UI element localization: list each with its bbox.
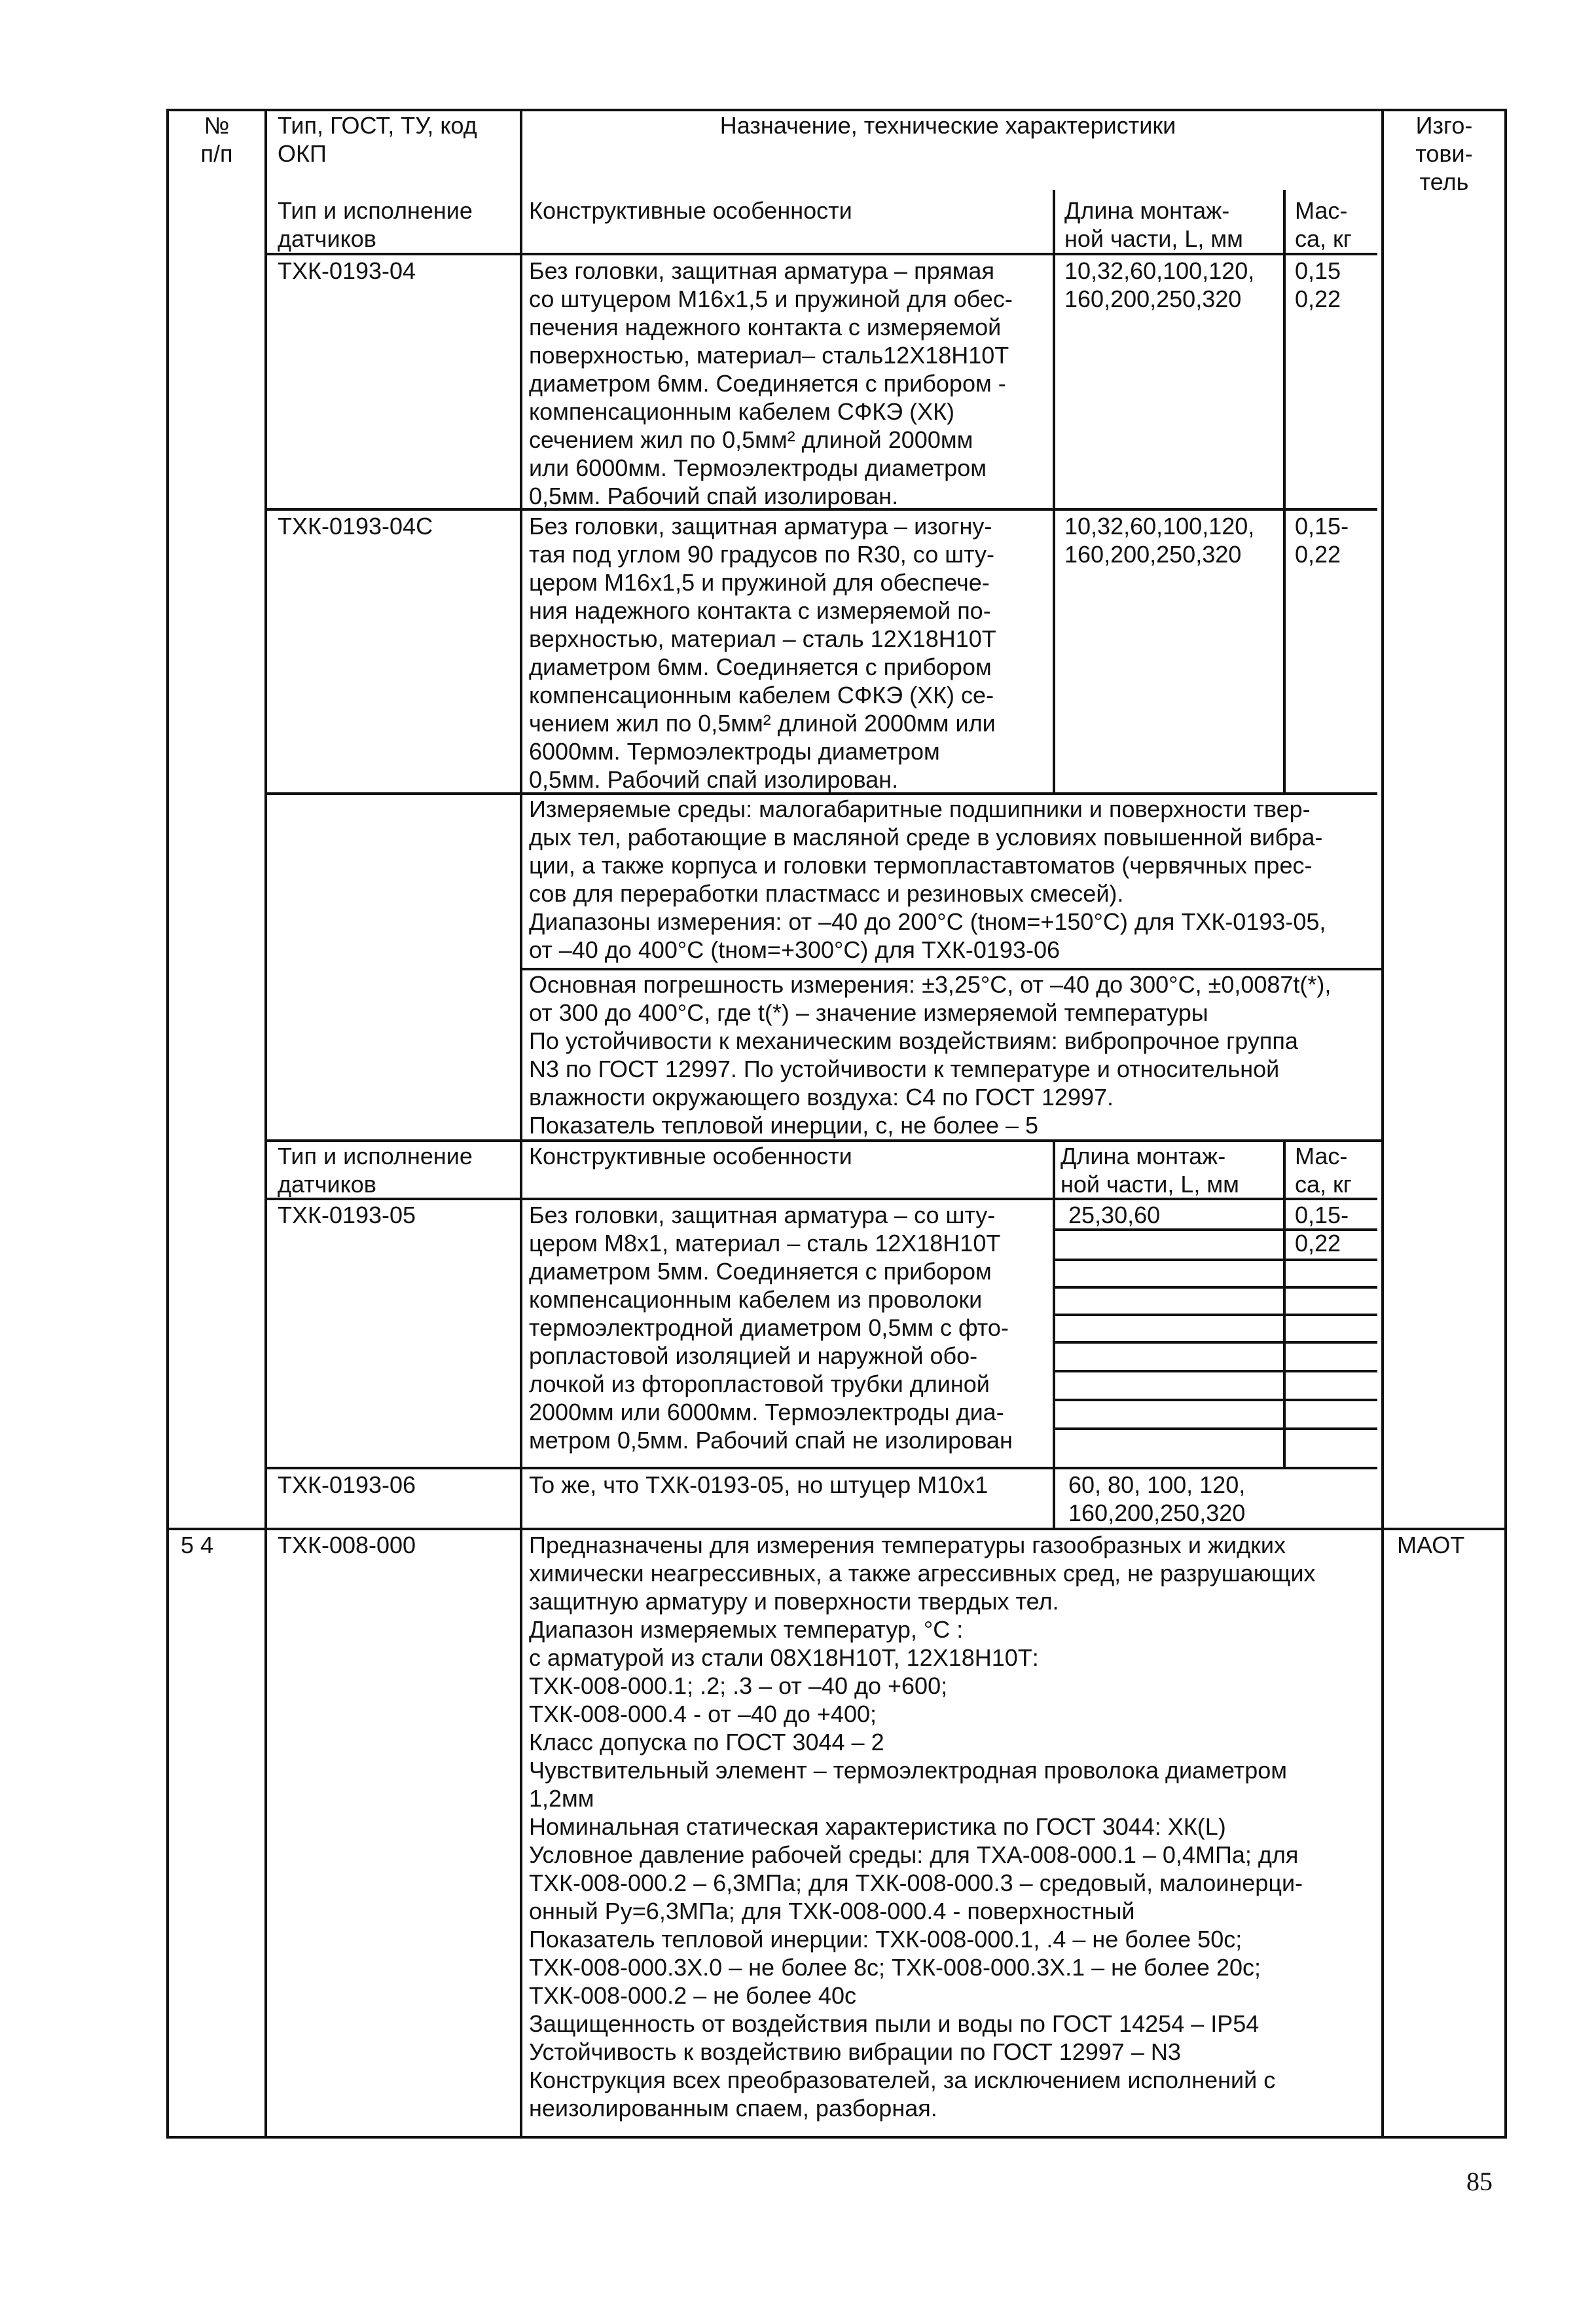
table-rule [1504, 109, 1507, 2139]
table-rule [264, 253, 1377, 255]
row-length: 10,32,60,100,120, 160,200,250,320 [1064, 257, 1255, 312]
row-length: 25,30,60 [1068, 1202, 1161, 1228]
header-number: № п/п [200, 112, 233, 167]
table-rule [166, 2136, 1504, 2139]
row-length: 60, 80, 100, 120, 160,200,250,320 [1068, 1471, 1246, 1526]
item-maker: МАОТ [1397, 1532, 1465, 1558]
table-rule [1053, 1139, 1055, 1528]
table-rule [1381, 109, 1384, 2139]
table-rule [1053, 1341, 1377, 1344]
table-rule [1053, 1286, 1377, 1289]
table-rule [166, 109, 169, 2139]
table-rule [1053, 1399, 1377, 1401]
subheader-design: Конструктивные особенности [529, 1143, 852, 1169]
page-number: 85 [1466, 2167, 1493, 2196]
measured-media-text: Измеряемые среды: малогабаритные подшипники и поверхности твер- дых тел, работающие в масляной среде в условиях повышенной вибра- ции, а также корпуса и головки термопластавтоматов (червячных прес- сов для переработки пластмасс и резиновых смесей). Диапазоны измерения: от –40 до 200°С (tном=+150°С) для ТХК-0193-05, от –40 до 400°С (tном=+300°С) для ТХК-0193-06 [529, 796, 1326, 963]
row-design: То же, что ТХК-0193-05, но штуцер М10х1 [529, 1471, 988, 1498]
subheader-length: Длина монтаж- ной части, L, мм [1064, 197, 1243, 252]
table-rule [520, 109, 522, 2139]
table-rule [264, 109, 267, 2139]
subheader-length: Длина монтаж- ной части, L, мм [1061, 1143, 1239, 1198]
subheader-sensor-type: Тип и исполнение датчиков [278, 197, 473, 252]
subheader-sensor-type: Тип и исполнение датчиков [278, 1143, 473, 1198]
subheader-mass: Мас- са, кг [1295, 1143, 1352, 1198]
row-type: ТХК-0193-05 [278, 1202, 416, 1228]
subheader-design: Конструктивные особенности [529, 197, 852, 224]
row-length: 10,32,60,100,120, 160,200,250,320 [1064, 513, 1255, 568]
table-rule [1053, 1427, 1377, 1430]
header-purpose: Назначение, технические характеристики [719, 112, 1176, 139]
row-type: ТХК-0193-04 [278, 257, 416, 284]
header-type-gost: Тип, ГОСТ, ТУ, код ОКП [278, 112, 477, 167]
row-type: ТХК-0193-04С [278, 513, 433, 540]
row-mass: 0,15 0,22 [1295, 257, 1341, 312]
item-type: ТХК-008-000 [278, 1532, 416, 1558]
accuracy-text: Основная погрешность измерения: ±3,25°С, от –40 до 300°С, ±0,0087t(*), от 300 до 400°С, где t(*) – значение измеряемой температуры По устойчивости к механическим воздействиям: вибропрочное группа N3 по ГОСТ 12997. По устойчивости к температуре и относительной влажности окружающего воздуха: С4 по ГОСТ 12997. Показатель тепловой инерции, с, не более – 5 [529, 971, 1332, 1139]
table-rule [1283, 190, 1286, 792]
table-rule [1053, 1314, 1377, 1316]
table-rule [1283, 1139, 1286, 1467]
table-rule [1053, 190, 1055, 792]
row-design: Без головки, защитная арматура – прямая со штуцером М16х1,5 и пружиной для обес- печения надежного контакта с измеряемой поверхностью, материал– сталь12Х18Н10Т диаметром 6мм. Соединяется с прибором - компенсационным кабелем СФКЭ (ХК) сечением жил по 0,5мм² длиной 2000мм или 6000мм. Термоэлектроды диаметром 0,5мм. Рабочий спай изолирован. [529, 257, 1013, 509]
row-design: Без головки, защитная арматура – изогну- тая под углом 90 градусов по R30, со шту- цером М16х1,5 и пружиной для обеспече- ния надежного контакта с измеряемой по- верхностью, материал – сталь 12Х18Н10Т диаметром 6мм. Соединяется с прибором компенсационным кабелем СФКЭ (ХК) се- чением жил по 0,5мм² длиной 2000мм или 6000мм. Термоэлектроды диаметром 0,5мм. Рабочий спай изолирован. [529, 513, 996, 793]
table-rule [166, 1528, 1504, 1530]
row-type: ТХК-0193-06 [278, 1471, 416, 1498]
header-maker: Изго- тови- тель [1415, 112, 1473, 195]
table-rule [264, 1467, 1377, 1469]
item-number: 5 4 [181, 1532, 214, 1558]
row-design: Без головки, защитная арматура – со шту- цером М8х1, материал – сталь 12Х18Н10Т диаметром 5мм. Соединяется с прибором компенсационным кабелем из проволоки термоэлектродной диаметром 0,5мм с фто- ропластовой изоляцией и наружной обо- лочкой из фторопластовой трубки длиной 2000мм или 6000мм. Термоэлектроды диа- метром 0,5мм. Рабочий спай не изолирован [529, 1202, 1013, 1454]
item-description: Предназначены для измерения температуры газообразных и жидких химически неагрессивных, а также агрессивных сред, не разрушающих защитную арматуру и поверхности твердых тел. Диапазон измеряемых температур, °С : с арматурой из стали 08Х18Н10Т, 12Х18Н10Т: ТХК-008-000.1; .2; .3 – от –40 до +600; ТХК-008-000.4 - от –40 до +400; Класс допуска по ГОСТ 3044 – 2 Чувствительный элемент – термоэлектродная проволока диаметром 1,2мм Номинальная статическая характеристика по ГОСТ 3044: ХК(L) Условное давление рабочей среды: для ТХА-008-000.1 – 0,4МПа; для ТХК-008-000.2 – 6,3МПа; для ТХК-008-000.3 – средовый, малоинерци- онный Ру=6,3МПа; для ТХК-008-000.4 - поверхностный Показатель тепловой инерции: ТХК-008-000.1, .4 – не более 50с; ТХК-008-000.3Х.0 – не более 8с; ТХК-008-000.3Х.1 – не более 20с; ТХК-008-000.2 – не более 40с Защищенность от воздействия пыли и воды по ГОСТ 14254 – IP54 Устойчивость к воздействию вибрации по ГОСТ 12997 – N3 Конструкция всех преобразователей, за исключением исполнений с неизолированным спаем, разборная. [529, 1532, 1316, 2122]
row-mass: 0,15- 0,22 [1295, 513, 1349, 568]
subheader-mass: Мас- са, кг [1295, 197, 1352, 252]
row-mass: 0,15- 0,22 [1295, 1202, 1349, 1257]
table-rule [1053, 1259, 1377, 1261]
table-rule [1053, 1370, 1377, 1372]
